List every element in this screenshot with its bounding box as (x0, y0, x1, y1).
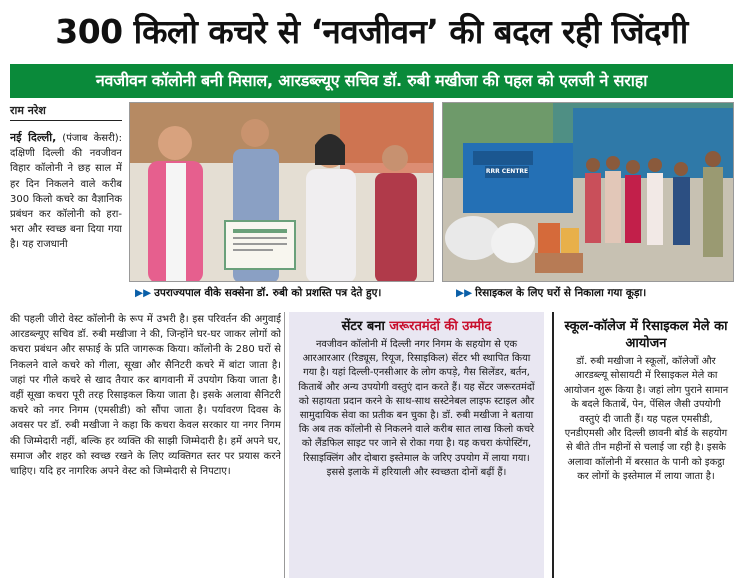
photo-lg-award-illustration (130, 103, 434, 282)
column-divider (284, 312, 285, 578)
center-box-title (297, 318, 536, 335)
photo-lg-award (129, 102, 434, 282)
photo1-caption-text: उपराज्यपाल वीके सक्सेना डॉ. रुबी को प्रशस्ति पत्र देते हुए। (154, 287, 382, 299)
byline: राम नरेश (10, 104, 46, 117)
dateline: नई दिल्ली, (10, 131, 57, 144)
center-box (289, 312, 544, 578)
rrr-centre-sign: RRR CENTRE (485, 166, 529, 178)
subheadline: नवजीवन कॉलोनी बनी मिसाल, आरडब्ल्यूए सचिव डॉ. रुबी मखीजा की पहल को एलजी ने सराहा (10, 64, 733, 98)
lead-text-bottom: की पहली जीरो वेस्ट कॉलोनी के रूप में उभरी है। इस परिवर्तन की अगुवाई आरडब्ल्यूए सचिव डॉ. रुबी मखीजा ने की, जिन्होंने घर-घर जाकर लोगों को कचरा प्रबंधन और सफाई के प्रति जागरूक किया। कॉलोनी के 280 घरों से निकलने वाले कचरे को गीला, सूखा और सैनिटरी कचरे में बांटा जाता है। जहां पर गीले कचरे से खाद तैयार कर बागवानी में उपयोग किया जाता है। वहीं सूखा कचरा पूरी तरह रिसाइकल किया जाता है। इसके अलावा सैनिटरी कचरे को नगर निगम (एमसीडी) को सौंपा जाता है। पर्यावरण दिवस के अवसर पर डॉ. रुबी मखीजा ने कहा कि कचरा केवल सरकार या नगर निगम की जिम्मेदारी नहीं, बल्कि हर व्यक्ति की साझी जिम्मेदारी है। हमें अपने घर, समाज और शहर को स्वच्छ रखने के लिए व्यक्तिगत स्तर पर प्रयास करने चाहिए। यदि हर नागरिक अपने वेस्ट को जिम्मेदारी से निपटाए। (10, 314, 281, 478)
lead-text-top (10, 130, 122, 312)
photo1-caption (135, 286, 381, 300)
right-box (552, 312, 736, 578)
right-box-text: डॉ. रुबी मखीजा ने स्कूलों, कॉलेजों और आरडब्ल्यू सोसायटी में रिसाइकल मेले का आयोजन शुरू किया है। जहां लोग पुराने सामान के बदले किताबें, पेन, पेंसिल जैसी उपयोगी वस्तुएं दी जाती हैं। यह पहल एमसीडी, एनडीएमसी और दिल्ली छावनी बोर्ड के सहयोग से बीते तीन महीनों से चलाई जा रही है। इसके अलावा कॉलोनी में बरसात के पानी को इकट्ठा कर लोगों के इस्तेमाल में लाया जाता है। (563, 356, 729, 483)
byline-rule (10, 120, 122, 121)
photo-waste-collection (442, 102, 734, 282)
center-box-text: नवजीवन कॉलोनी में दिल्ली नगर निगम के सहयोग से एक आरआरआर (रिड्यूस, रियूज, रिसाइकिल) सेंटर भी स्थापित किया गया है। यहां दिल्ली-एनसीआर के लोग कपड़े, गैस सिलेंडर, बर्तन, किताबें और अन्य उपयोगी वस्तुएं दान करते हैं। यह सेंटर जरूरतमंदों को सहायता प्रदान करने के साथ-साथ सस्टेनेबल लाइफ स्टाइल और सामुदायिक सेवा का प्रतीक बन चुका है। डॉ. रुबी मखीजा ने बताया कि अब तक कॉलोनी से निकलने वाले करीब सात लाख किलो कचरे को लैंडफिल साइट पर जाने से रोका गया है। यह कचरा कंपोस्टिंग, रिसाइक्लिंग और दोबारा इस्तेमाल के जरिए उपयोग में लाया गया। इससे इलाके में हरियाली और स्वच्छता दोनों बढ़ीं हैं। (298, 339, 535, 478)
caption-arrow-icon: ▶▶ (456, 287, 473, 299)
caption-arrow-icon: ▶▶ (135, 287, 152, 299)
center-box-title-red: जरूरतमंदों की उम्मीद (389, 319, 492, 334)
headline: 300 किलो कचरे से ‘नवजीवन’ की बदल रही जिंदगी (55, 12, 688, 51)
right-box-title: स्कूल-कॉलेज में रिसाइकल मेले का आयोजन (564, 319, 728, 351)
photo2-caption (456, 286, 646, 300)
center-box-title-black: सेंटर बना (341, 319, 385, 334)
lead-text-top-body: (पंजाब केसरी): दक्षिणी दिल्ली की नवजीवन विहार कॉलोनी ने छह साल में हर दिन निकलने वाले करीब 300 किलो कचरे का वैज्ञानिक प्रबंधन कर कॉलोनी को हरा-भरा और स्वच्छ बना दिया गया है। यह राजधानी (10, 133, 122, 251)
photo2-caption-text: रिसाइकल के लिए घरों से निकाला गया कूड़ा। (475, 287, 647, 299)
photo-waste-collection-illustration (443, 103, 734, 282)
